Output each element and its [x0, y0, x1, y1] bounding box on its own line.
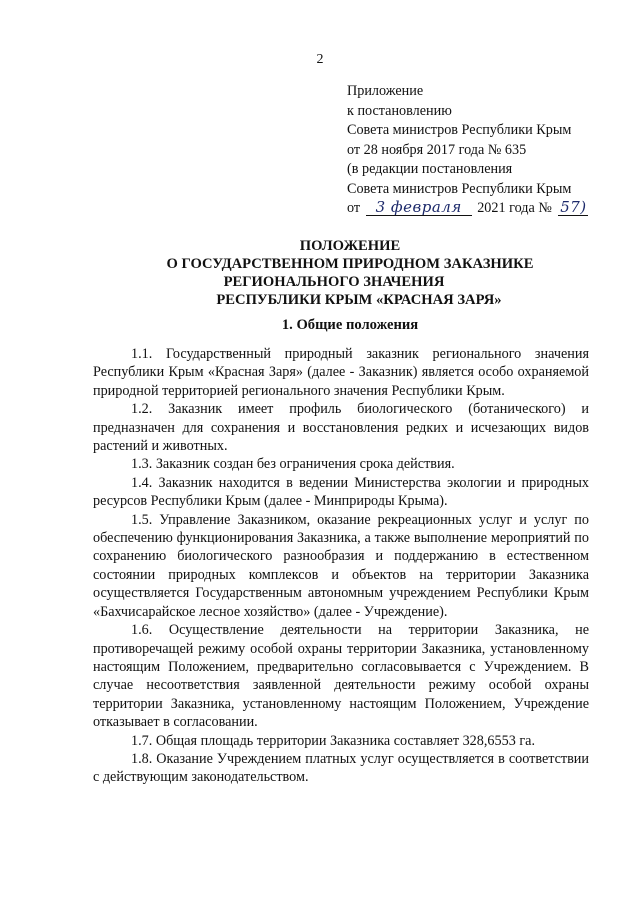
annex-block [347, 82, 588, 219]
section-heading: 1. Общие положения [281, 317, 419, 333]
annex-signature-line [347, 199, 588, 219]
annex-line: к постановлению [347, 102, 452, 119]
paragraph-1-2: 1.2. Заказник имеет профиль биологического (ботанического) и предназначен для сохранения и восстановления редких и исчезающих видов растений и животных. [93, 401, 589, 455]
annex-line: от 28 ноября 2017 года № 635 [347, 141, 527, 158]
paragraph-1-4: 1.4. Заказник находится в ведении Министерства экологии и природных ресурсов Республики Крым (далее - Минприроды Крыма). [93, 474, 589, 510]
annex-line: Совета министров Республики Крым [347, 180, 572, 197]
annex-year: 2021 года № [477, 200, 552, 216]
paragraph-1-1: 1.1. Государственный природный заказник регионального значения Республики Крым «Красная Заря» (далее - Заказник) является особо охраняемой природной территорией регионального значения Республики Крым. [93, 346, 589, 399]
document-body [93, 345, 589, 787]
paragraph-1-8: 1.8. Оказание Учреждением платных услуг осуществляется в соответствии с действующим законодательством. [93, 750, 589, 786]
annex-line: Совета министров Республики Крым [347, 122, 572, 138]
handwritten-number: 57) [560, 198, 587, 216]
title-line-4: РЕСПУБЛИКИ КРЫМ «КРАСНАЯ ЗАРЯ» [216, 292, 502, 308]
paragraph-1-3: 1.3. Заказник создан без ограничения срока действия. [131, 456, 455, 473]
page-number: 2 [316, 52, 324, 67]
title-line-1: ПОЛОЖЕНИЕ [299, 238, 401, 254]
paragraph-1-7: 1.7. Общая площадь территории Заказника составляет 328,6553 га. [131, 732, 535, 749]
annex-line: (в редакции постановления [347, 161, 513, 177]
paragraph-1-6: 1.6. Осуществление деятельности на территории Заказника, не противоречащей режиму особой охраны территории Заказника, установленному настоящим Положением, предварительно согласовывается с Учреждением. В случае несоответствия заявленной деятельности режиму особой охраны территории Заказника, установленному настоящим Положением, Учреждение отказывает в согласовании. [93, 622, 589, 731]
title-line-3: РЕГИОНАЛЬНОГО ЗНАЧЕНИЯ [223, 274, 445, 290]
annex-prefix: от [347, 200, 361, 216]
annex-line: Приложение [347, 83, 424, 99]
handwritten-date: 3 февраля [366, 199, 472, 216]
document-title [0, 237, 640, 309]
title-line-2: О ГОСУДАРСТВЕННОМ ПРИРОДНОМ ЗАКАЗНИКЕ [166, 256, 534, 272]
paragraph-1-5: 1.5. Управление Заказником, оказание рекреационных услуг и услуг по обеспечению функционирования Заказника, а также выполнение мероприятий по сохранению биологического разнообразия и поддержанию в естественном состоянии природных комплексов и объектов на территории Заказника осуществляется Государственным автономным учреждением Республики Крым «Бахчисарайское лесное хозяйство» (далее - Учреждение). [93, 511, 589, 620]
